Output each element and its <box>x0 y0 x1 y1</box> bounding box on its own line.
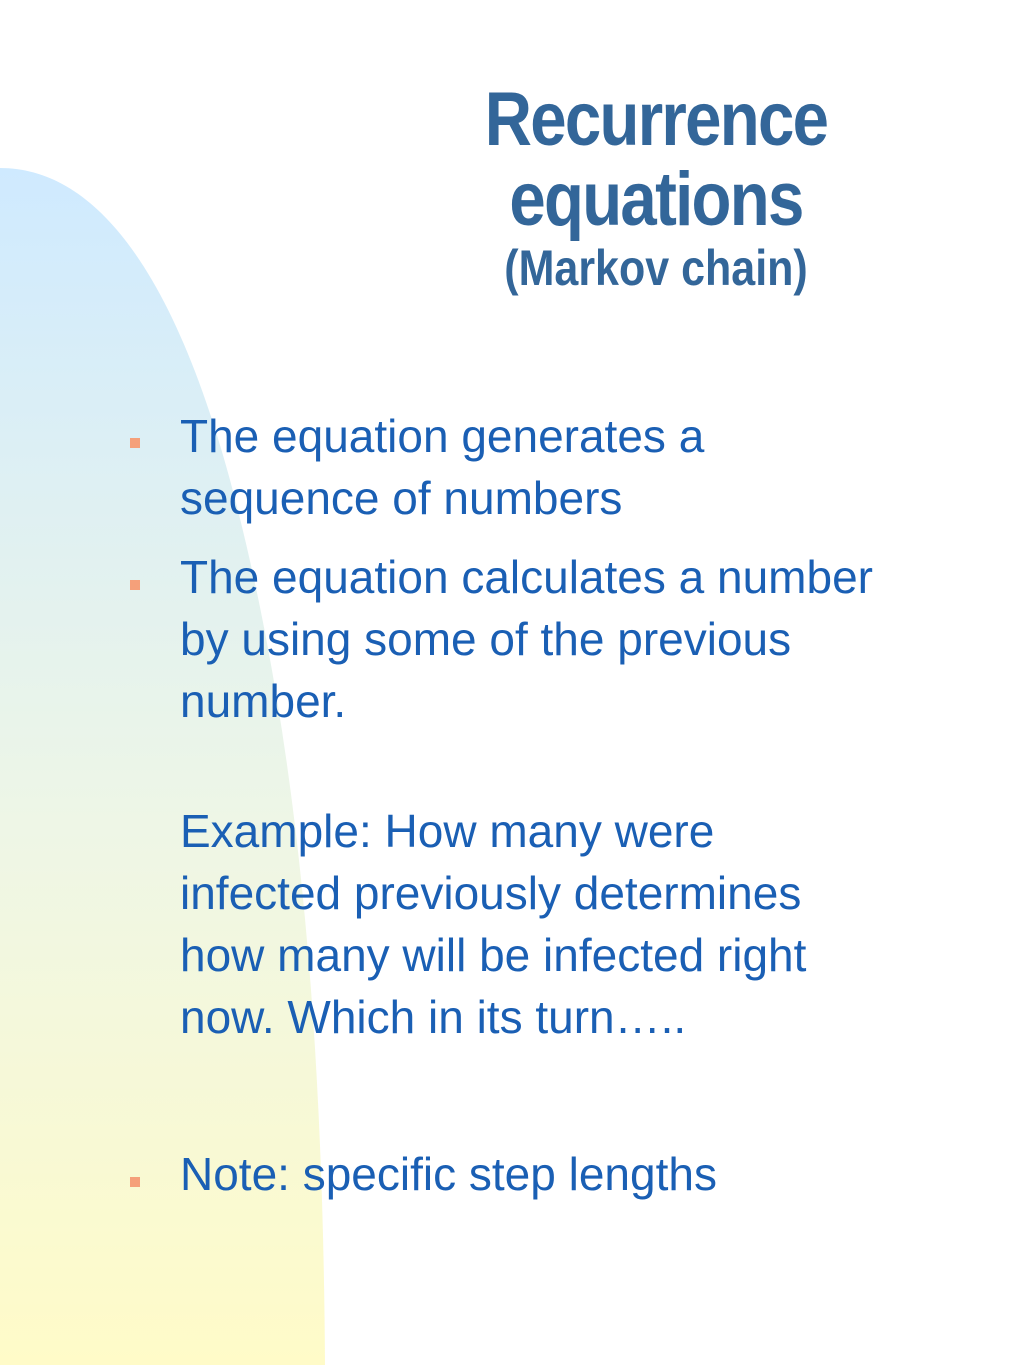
example-line-2: infected previously determines <box>180 867 802 919</box>
bullet-item-1 <box>180 405 1000 529</box>
subtitle: (Markov chain) <box>504 240 808 296</box>
bullet-marker <box>130 1177 140 1187</box>
bullet-2-line-2: by using some of the previous <box>180 613 792 665</box>
example-line-1: Example: How many were <box>180 805 715 857</box>
bullet-2-line-3: number. <box>180 675 347 727</box>
example-line-3: how many will be infected right <box>180 929 807 981</box>
bullet-3-line-1: Note: specific step lengths <box>180 1148 717 1200</box>
title-line-2: equations <box>509 157 803 242</box>
bullet-item-2 <box>180 546 1000 732</box>
example-line-4: now. Which in its turn….. <box>180 991 687 1043</box>
title-line-1: Recurrence <box>484 77 828 162</box>
bullet-2-line-1: The equation calculates a number <box>180 551 873 603</box>
bullet-marker <box>130 438 140 448</box>
bullet-1-line-1: The equation generates a <box>180 410 705 462</box>
example-paragraph <box>180 800 1000 1048</box>
bullet-marker <box>130 580 140 590</box>
bullet-1-line-2: sequence of numbers <box>180 472 623 524</box>
bullet-item-3 <box>180 1143 1000 1205</box>
